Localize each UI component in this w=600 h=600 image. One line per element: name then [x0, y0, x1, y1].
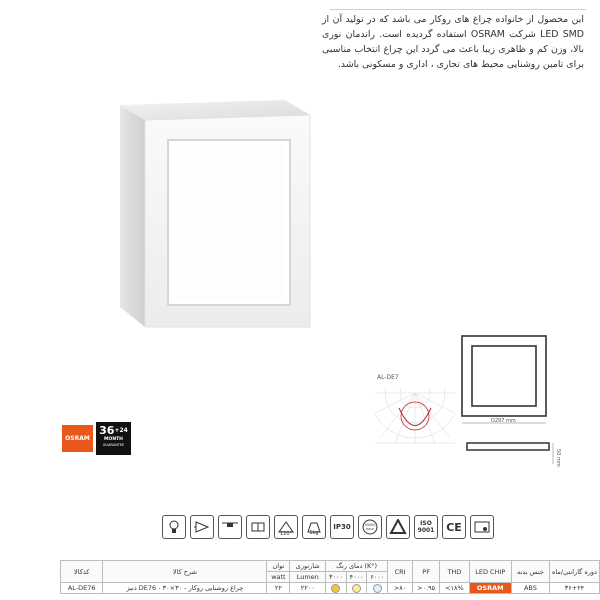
iso-icon: ISO 9001 — [414, 515, 438, 539]
header-pf: PF — [413, 561, 440, 583]
product-image — [110, 95, 315, 330]
height-dimension-label: 50 mm — [555, 449, 561, 467]
header-power-unit: watt — [267, 572, 290, 583]
row-code: AL-DE76 — [61, 583, 103, 594]
front-dimension-drawing — [460, 334, 552, 429]
photometric-diagram — [375, 388, 455, 448]
header-divider — [330, 9, 586, 10]
header-power: توان — [267, 561, 290, 572]
cct-value: ۳۰۰۰ — [326, 572, 347, 583]
row-pf: >۰.۹۵ — [413, 583, 440, 594]
lifetime-icon: 30000 hour — [358, 515, 382, 539]
cct-value: ۶۰۰۰ — [367, 572, 388, 583]
cct-dot — [373, 584, 382, 593]
cct-swatch-3000 — [326, 583, 347, 594]
row-description: دنیز DE76 - چراغ روشنایی روکار - ۳۰×۳۰ — [103, 583, 267, 594]
header-thd: THD — [440, 561, 469, 583]
header-led-chip: LED CHIP — [469, 561, 511, 583]
header-warranty: دوره گارانتی/ماه — [549, 561, 599, 583]
cct-swatch-4000 — [346, 583, 367, 594]
ip-rating-icon: IP30 — [330, 515, 354, 539]
osram-badge: OSRAM — [62, 425, 93, 452]
header-cct: دمای رنگ (K°) — [326, 561, 388, 572]
beam-angle-icon: 120° — [274, 515, 298, 539]
side-dimension-drawing — [464, 440, 556, 468]
connector-icon — [246, 515, 270, 539]
weight-icon: 1kg — [302, 515, 326, 539]
header-body: جنس بدنه — [511, 561, 549, 583]
header-flux-unit: Lumen — [290, 572, 326, 583]
header-flux: شارنوری — [290, 561, 326, 572]
row-led-chip: OSRAM — [469, 583, 511, 594]
bulb-icon — [162, 515, 186, 539]
row-warranty: ۳۶+۲۴ — [549, 583, 599, 594]
row-flux: ۲۲۰۰ — [290, 583, 326, 594]
spec-header-row — [61, 561, 600, 572]
row-power: ۲۲ — [267, 583, 290, 594]
product-description: این محصول از خانواده چراغ های روکار می باشد که در تولید آن از LED SMD شرکت OSRAM استفاده گردیده است. راندمان نوری بالا، وزن کم و ظاهری زیبا باعث می گردد این چراغ انتخاب مناسبی برای تامین روشنایی محیط های تجاری ، اداری و مسکونی باشد. — [322, 14, 584, 70]
header-cri: CRI — [388, 561, 413, 583]
row-body: ABS — [511, 583, 549, 594]
header-description: شرح کالا — [103, 561, 267, 583]
driver-icon — [190, 515, 214, 539]
row-cri: >۸۰ — [388, 583, 413, 594]
cct-dot — [352, 584, 361, 593]
spec-table — [60, 560, 600, 594]
ce-icon: CE — [442, 515, 466, 539]
cct-swatch-6000 — [367, 583, 388, 594]
cct-dot — [331, 584, 340, 593]
warranty-badge: $36^{+24}$ MONTH GUARANTEE — [96, 422, 131, 455]
mount-icon — [218, 515, 242, 539]
header-code: کدکالا — [61, 561, 103, 583]
recycle-icon — [386, 515, 410, 539]
model-label: AL-DE7 — [377, 374, 399, 381]
row-thd: <۱۸% — [440, 583, 469, 594]
width-dimension-label: D297 mm — [491, 418, 516, 424]
table-row — [61, 583, 600, 594]
certificate-icon — [470, 515, 494, 539]
feature-icon-row — [162, 515, 494, 539]
cct-value: ۴۰۰۰ — [346, 572, 367, 583]
